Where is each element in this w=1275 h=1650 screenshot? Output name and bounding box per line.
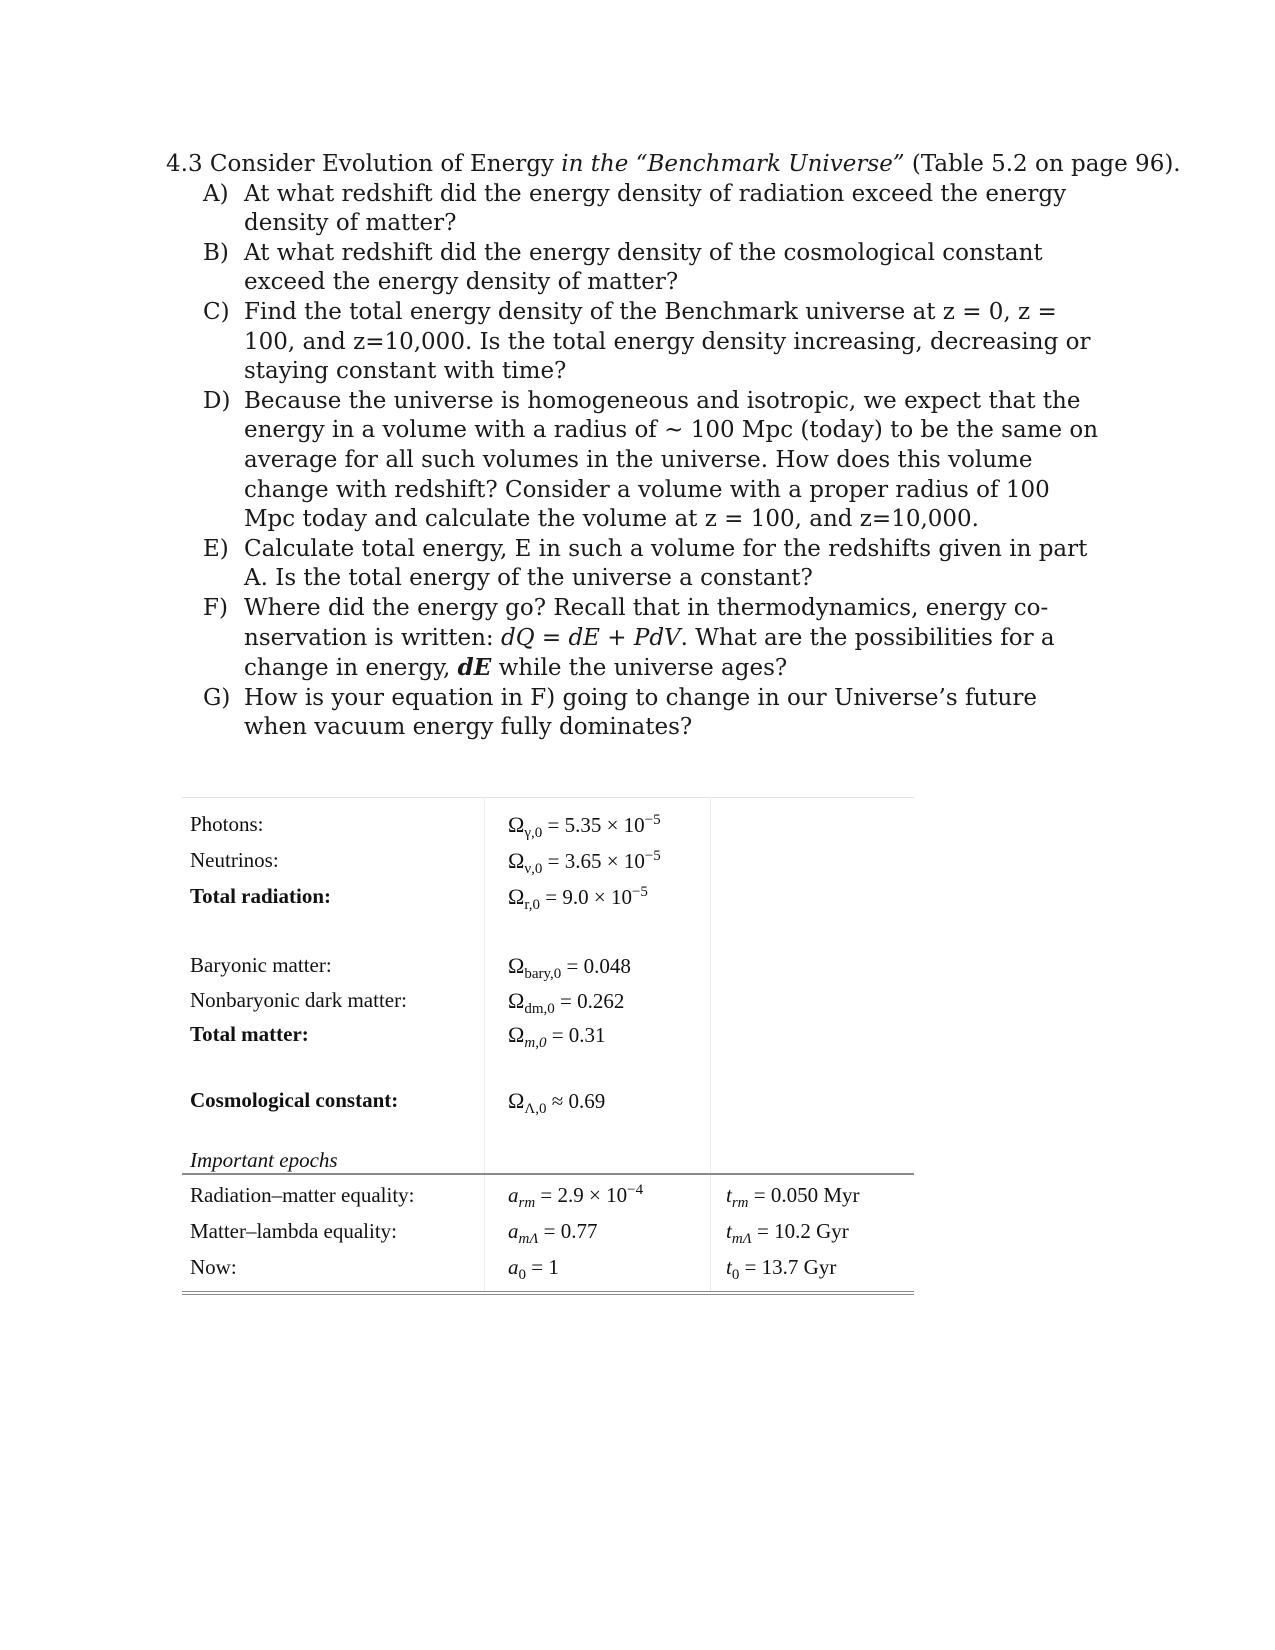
part-text: Where did the energy go? Recall that in thermodynamics, energy co-nservation is written: xyxy=(244,594,1049,651)
problem-intro-ref: (Table 5.2 on page 96). xyxy=(911,151,1181,177)
problem-heading xyxy=(166,150,1181,180)
problem-4-3 xyxy=(166,150,1181,743)
part-label: A) xyxy=(203,180,229,207)
scale-factor-value: $a_{rm} = 2.9 \times 10^{-4}$ xyxy=(508,1182,644,1211)
part-e xyxy=(166,535,1106,594)
part-label: F) xyxy=(203,594,228,621)
epochs-rule xyxy=(182,1173,914,1175)
row-value: $\Omega_{\gamma,0} = 5.35 \times 10^{-5}$ xyxy=(508,812,661,841)
row-total-radiation xyxy=(182,884,914,914)
row-value: $\Omega_{\nu,0} = 3.65 \times 10^{-5}$ xyxy=(508,848,661,877)
part-label: E) xyxy=(203,535,229,562)
row-value: $\Omega_{\Lambda,0} \approx 0.69$ xyxy=(508,1088,606,1117)
row-value: $\Omega_{dm,0} = 0.262$ xyxy=(508,988,625,1017)
problem-parts-list xyxy=(166,180,1106,743)
part-c xyxy=(166,298,1106,387)
part-text: . What are the possibilities for a change in energy, xyxy=(244,624,1055,682)
part-text: Because the universe is homogeneous and isotropic, we expect that the energy in a volume with a radius of ~ 100 Mpc (today) to be the same on average for all such volumes in the universe. How does this volume change with redshift? Consider a volume with a proper radius of 100 Mpc today and calculate the volume at z = 100, and z=10,000. xyxy=(244,387,1099,533)
row-value: $\Omega_{bary,0} = 0.048$ xyxy=(508,953,631,982)
row-label: Total matter: xyxy=(190,1022,309,1046)
part-text: At what redshift did the energy density of the cosmological constant exceed the energy density of matter? xyxy=(244,239,1043,296)
problem-intro: Consider Evolution of Energy xyxy=(209,151,554,177)
part-text: while the universe ages? xyxy=(491,655,788,682)
row-label: Neutrinos: xyxy=(190,848,279,872)
table-top-rule xyxy=(182,797,914,798)
time-value: $t_{m\Lambda} = 10.2$ Gyr xyxy=(726,1219,849,1247)
row-label: Radiation–matter equality: xyxy=(190,1183,415,1207)
time-value: $t_0 = 13.7$ Gyr xyxy=(726,1255,837,1283)
part-label: G) xyxy=(203,684,231,711)
scale-factor-value: $a_0 = 1$ xyxy=(508,1255,559,1283)
part-g xyxy=(166,684,1106,743)
problem-number: 4.3 xyxy=(166,151,203,177)
row-label: Nonbaryonic dark matter: xyxy=(190,988,407,1012)
row-cosmological-constant xyxy=(182,1088,914,1118)
part-text: At what redshift did the energy density of radiation exceed the energy density of matter? xyxy=(244,180,1067,237)
epochs-heading: Important epochs xyxy=(190,1148,338,1172)
part-text: Calculate total energy, E in such a volume for the redshifts given in part A. Is the total energy of the universe a constant? xyxy=(244,535,1088,592)
row-label: Matter–lambda equality: xyxy=(190,1219,398,1243)
row-dark-matter xyxy=(182,988,914,1018)
row-neutrinos xyxy=(182,848,914,878)
row-label: Baryonic matter: xyxy=(190,953,332,977)
row-label: Now: xyxy=(190,1255,237,1279)
row-value: $\Omega_{r,0} = 9.0 \times 10^{-5}$ xyxy=(508,884,648,913)
row-matter-lambda-equality xyxy=(182,1219,914,1249)
problem-intro-italic: in the “Benchmark Universe” xyxy=(561,151,905,177)
row-label: Total radiation: xyxy=(190,884,331,908)
row-total-matter xyxy=(182,1022,914,1052)
row-radiation-matter-equality xyxy=(182,1183,914,1213)
row-now xyxy=(182,1255,914,1285)
row-label: Cosmological constant: xyxy=(190,1088,399,1112)
energy-equation: dQ = dE + PdV xyxy=(500,624,681,651)
part-label: B) xyxy=(203,239,229,266)
part-label: D) xyxy=(203,387,231,414)
row-value: $\Omega_{m,0} = 0.31$ xyxy=(508,1022,606,1051)
energy-change-symbol: dE xyxy=(457,654,492,682)
part-a xyxy=(166,180,1106,239)
part-text: Find the total energy density of the Benchmark universe at z = 0, z = 100, and z=10,000. Is the total energy density increasing, decreasing or staying constant with time? xyxy=(244,298,1091,385)
scale-factor-value: $a_{m\Lambda} = 0.77$ xyxy=(508,1219,598,1247)
part-b xyxy=(166,239,1106,298)
time-value: $t_{rm} = 0.050$ Myr xyxy=(726,1183,860,1211)
part-d xyxy=(166,387,1106,535)
table-bottom-rule xyxy=(182,1291,914,1295)
row-photons xyxy=(182,812,914,842)
part-text: How is your equation in F) going to change in our Universe’s future when vacuum energy fully dominates? xyxy=(244,684,1037,741)
part-label: C) xyxy=(203,298,230,325)
part-f xyxy=(166,594,1106,684)
row-baryonic xyxy=(182,953,914,983)
row-label: Photons: xyxy=(190,812,264,836)
